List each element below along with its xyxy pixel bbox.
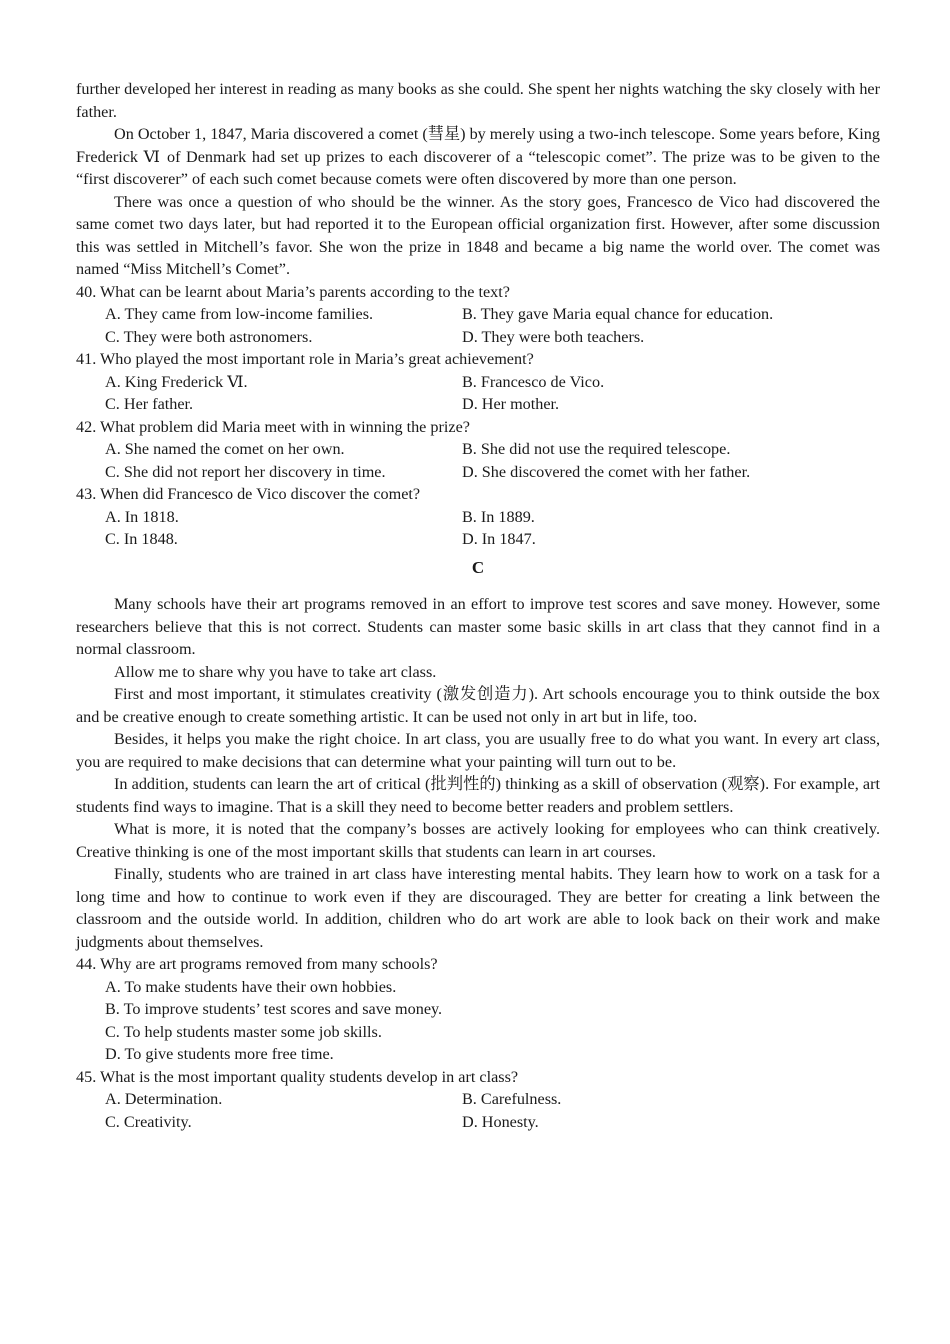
option-b: B. They gave Maria equal chance for education. <box>462 305 774 323</box>
option-a: A. She named the comet on her own. <box>105 440 345 458</box>
option-c: C. To help students master some job skills. <box>105 1022 382 1041</box>
passage-paragraph: Many schools have their art programs removed in an effort to improve test scores and save money. However, some researchers believe that this is not correct. Students can master some basic skills in art class that they cannot find in a normal classroom. <box>76 595 880 658</box>
option-a: A. In 1818. <box>105 507 179 526</box>
option-b: B. In 1889. <box>462 507 535 526</box>
question-stem: 43. When did Francesco de Vico discover the comet? <box>76 485 421 503</box>
option-b: B. She did not use the required telescope. <box>462 440 731 458</box>
question-43 <box>76 483 880 551</box>
passage-c <box>76 593 880 1133</box>
question-44 <box>76 953 880 1066</box>
option-d: D. Her mother. <box>462 395 560 413</box>
option-a: A. They came from low-income families. <box>105 305 374 323</box>
option-d: D. In 1847. <box>462 530 536 548</box>
option-b: B. Francesco de Vico. <box>462 372 605 391</box>
passage-b <box>76 78 880 551</box>
option-b: B. Carefulness. <box>462 1090 562 1108</box>
question-40 <box>76 281 880 349</box>
passage-paragraph: Allow me to share why you have to take art class. <box>114 662 437 681</box>
question-stem: 44. Why are art programs removed from many schools? <box>76 955 438 973</box>
question-stem: 42. What problem did Maria meet with in winning the prize? <box>76 417 470 436</box>
option-c: C. She did not report her discovery in time. <box>105 462 386 481</box>
passage-paragraph: In addition, students can learn the art of critical (批判性的) thinking as a skill of observation (观察). For example, art students find ways to imagine. That is a skill they need to become better readers and problem settlers. <box>76 775 880 816</box>
passage-paragraph: further developed her interest in reading as many books as she could. She spent her nights watching the sky closely with her father. <box>76 80 880 121</box>
option-c: C. Creativity. <box>105 1112 192 1131</box>
question-stem: 45. What is the most important quality students develop in art class? <box>76 1067 519 1086</box>
question-45 <box>76 1066 880 1134</box>
option-d: D. They were both teachers. <box>462 327 645 346</box>
option-b: B. To improve students’ test scores and save money. <box>105 1000 443 1018</box>
section-heading: C <box>471 557 485 577</box>
question-41 <box>76 348 880 416</box>
question-stem: 40. What can be learnt about Maria’s parents according to the text? <box>76 282 510 301</box>
passage-paragraph: Besides, it helps you make the right choice. In art class, you are usually free to do what you want. In every art class, you are required to make decisions that can determine what your painting will turn out to be. <box>76 730 880 771</box>
option-c: C. They were both astronomers. <box>105 327 313 346</box>
passage-paragraph: On October 1, 1847, Maria discovered a comet (彗星) by merely using a two-inch telescope. Some years before, King Frederick Ⅵ of Denmark had set up prizes to each discoverer of a “telescopic comet”. The prize was to be given to the “first discoverer” of each such comet because comets were often discovered by more than one person. <box>76 125 880 188</box>
passage-paragraph: First and most important, it stimulates creativity (激发创造力). Art schools encourage you to think outside the box and be creative enough to create something artistic. It can be used not only in art but in life, too. <box>76 685 880 726</box>
option-a: A. Determination. <box>105 1090 223 1108</box>
option-d: D. She discovered the comet with her father. <box>462 462 751 481</box>
question-stem: 41. Who played the most important role in Maria’s great achievement? <box>76 350 534 368</box>
passage-paragraph: Finally, students who are trained in art class have interesting mental habits. They learn how to work on a task for a long time and how to continue to work even if they are discouraged. They are better for creating a link between the classroom and the outside world. In addition, children who do art work are able to look back on their work and make judgments about themselves. <box>76 865 880 951</box>
option-c: C. Her father. <box>105 395 194 413</box>
option-a: A. King Frederick Ⅵ. <box>105 372 248 391</box>
question-42 <box>76 416 880 484</box>
option-c: C. In 1848. <box>105 530 178 548</box>
option-d: D. To give students more free time. <box>105 1045 334 1063</box>
passage-paragraph: There was once a question of who should be the winner. As the story goes, Francesco de Vico had discovered the same comet two days later, but had reported it to the European official organization first. However, after some discussion this was settled in Mitchell’s favor. She won the prize in 1848 and became a big name the world over. The comet was named “Miss Mitchell’s Comet”. <box>76 192 880 278</box>
option-d: D. Honesty. <box>462 1112 539 1131</box>
option-a: A. To make students have their own hobbies. <box>105 977 397 996</box>
passage-paragraph: What is more, it is noted that the company’s bosses are actively looking for employees who can think creatively. Creative thinking is one of the most important skills that students can learn in art courses. <box>76 820 880 861</box>
